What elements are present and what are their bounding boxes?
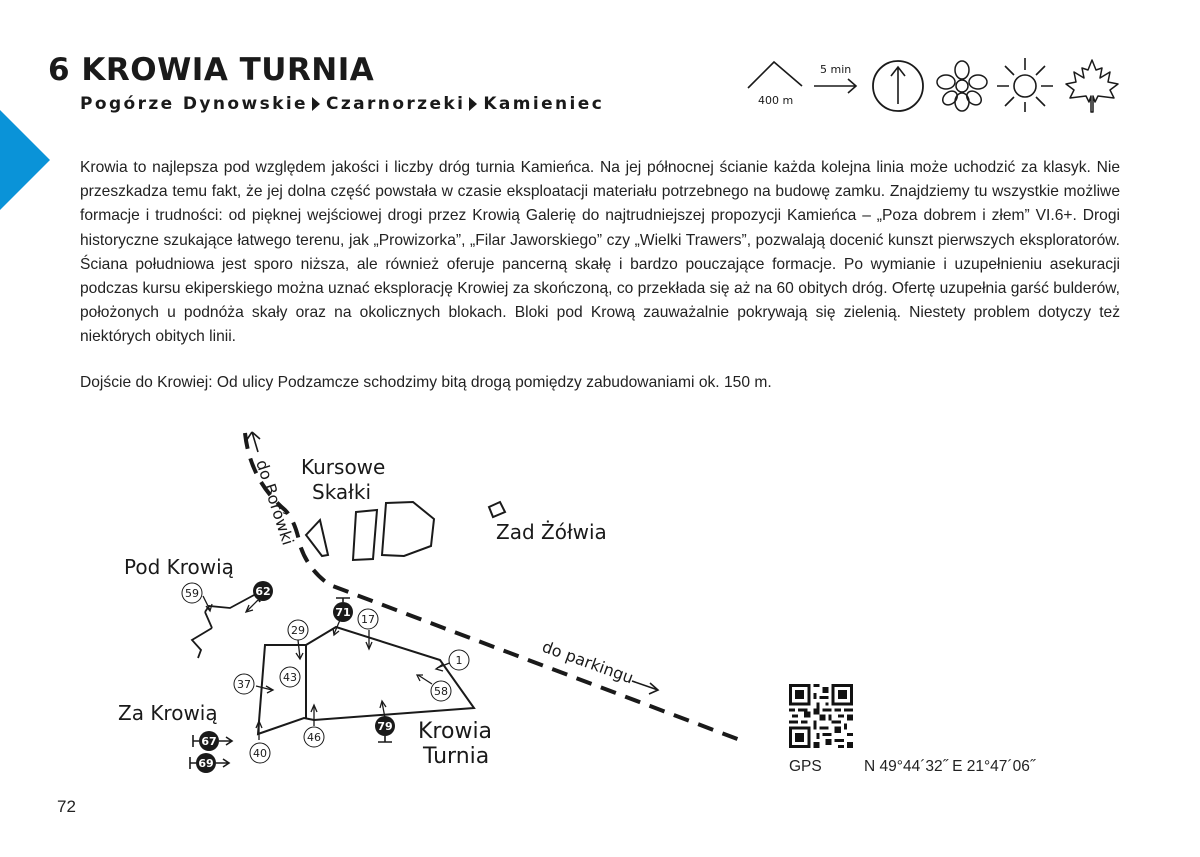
breadcrumb (80, 94, 604, 114)
time-label: 5 min (820, 63, 852, 76)
page-title: 6 KROWIA TURNIA (48, 52, 375, 88)
gps-value: N 49°44´32˝ E 21°47´06˝ (864, 758, 1035, 775)
info-icons (744, 56, 1124, 116)
label-za-krowia: Za Krowią (118, 701, 218, 725)
svg-text:69: 69 (198, 757, 214, 770)
svg-text:17: 17 (361, 613, 375, 626)
boulder-marker (190, 753, 229, 773)
svg-text:59: 59 (185, 587, 199, 600)
svg-text:43: 43 (283, 671, 297, 684)
kursowe-block-2 (353, 510, 377, 560)
page-number: 72 (57, 797, 76, 816)
maple-leaf-autumn-icon (1062, 56, 1122, 114)
kursowe-block-1 (306, 520, 328, 556)
qr-code-icon (789, 684, 853, 748)
route-marker (182, 583, 202, 603)
label-to-parking: do parkingu (539, 636, 637, 688)
kursowe-block-3 (382, 502, 434, 556)
breadcrumb-separator-icon (312, 97, 320, 111)
route-marker (280, 667, 300, 687)
zad-zolwia-block (489, 502, 505, 517)
svg-text:58: 58 (434, 685, 448, 698)
label-zad-zolwia: Zad Żółwia (496, 520, 607, 544)
boulder-marker (375, 716, 395, 742)
svg-text:37: 37 (237, 678, 251, 691)
breadcrumb-region: Pogórze Dynowskie (80, 94, 308, 114)
chapter-tab-marker (0, 110, 50, 210)
crag-description: Krowia to najlepsza pod względem jakości i liczby dróg turnia Kamieńca. Na jej północnej ścianie każda kolejna linia może uchodzić za klasyk. Nie przeszkadza temu fakt, że jej dolna część powstała w czasie eksploatacji materiału potrzebnego na budowę zamku. Znajdziemy tu wszystkie możliwe formacje i trudności: od pięknej wejściowej drogi przez Krowią Galerię do najtrudniejszej propozycji Kamieńca – „Poza dobrem i złem” VI.6+. Drogi historyczne szukające łatwego terenu, jak „Prowizorka”, „Filar Jaworskiego” czy „Wielki Trawers”, pozwalają docenić kunszt pierwszych eksploratorów. Ściana południowa jest sporo niższa, ale również oferuje pancerną skałę i bardzo pouczające formacje. Po wymianie i uzupełnieniu asekuracji podczas kursu ekiperskiego można uznać eksplorację Krowiej za skończoną, co przekłada się aż na 60 obitych dróg. Ofertę uzupełnia garść bulderów, położonych u podnóża skały oraz na okolicznych blokach. Bloki pod Krową zauważalnie pokrywają się zielenią. Niestety problem dotyczy też niektórych obitych linii. (80, 159, 1120, 346)
label-krowia: Krowia (418, 719, 493, 744)
svg-text:40: 40 (253, 747, 267, 760)
approach-time-arrow-icon (812, 56, 862, 112)
route-marker (358, 609, 378, 629)
label-to-borowki: do Borówki (252, 457, 298, 548)
arrow-to-parking-icon (632, 681, 658, 694)
svg-text:71: 71 (335, 606, 351, 619)
route-marker (304, 727, 324, 747)
svg-text:79: 79 (377, 720, 393, 733)
breadcrumb-area: Czarnorzeki (325, 94, 466, 114)
boulder-marker (193, 731, 232, 751)
sun-summer-icon (996, 56, 1054, 112)
flower-spring-icon (936, 56, 988, 112)
route-marker (250, 743, 270, 763)
svg-text:46: 46 (307, 731, 321, 744)
crag-map (0, 420, 1200, 800)
route-marker (234, 674, 254, 694)
svg-text:29: 29 (291, 624, 305, 637)
label-kursowe: Kursowe (301, 455, 386, 479)
svg-text:62: 62 (255, 585, 271, 598)
north-compass-icon (870, 56, 926, 112)
route-marker (288, 620, 308, 640)
svg-text:1: 1 (455, 654, 463, 667)
label-skalki: Skałki (312, 480, 372, 504)
boulder-marker (253, 581, 273, 601)
height-label: 400 m (758, 94, 794, 107)
gps-coordinates (789, 758, 1035, 776)
breadcrumb-crag: Kamieniec (483, 94, 605, 114)
label-pod-krowia: Pod Krowią (124, 555, 234, 579)
label-turnia: Turnia (423, 744, 490, 769)
boulder-marker (333, 598, 353, 622)
svg-text:67: 67 (201, 735, 217, 748)
breadcrumb-separator-icon (469, 97, 477, 111)
route-marker (431, 681, 451, 701)
pod-krowia-line (192, 594, 260, 658)
gps-label: GPS (789, 758, 822, 775)
approach-text: Dojście do Krowiej: Od ulicy Podzamcze schodzimy bitą drogą pomiędzy zabudowaniami ok. 150 m. (80, 374, 772, 391)
route-marker (449, 650, 469, 670)
